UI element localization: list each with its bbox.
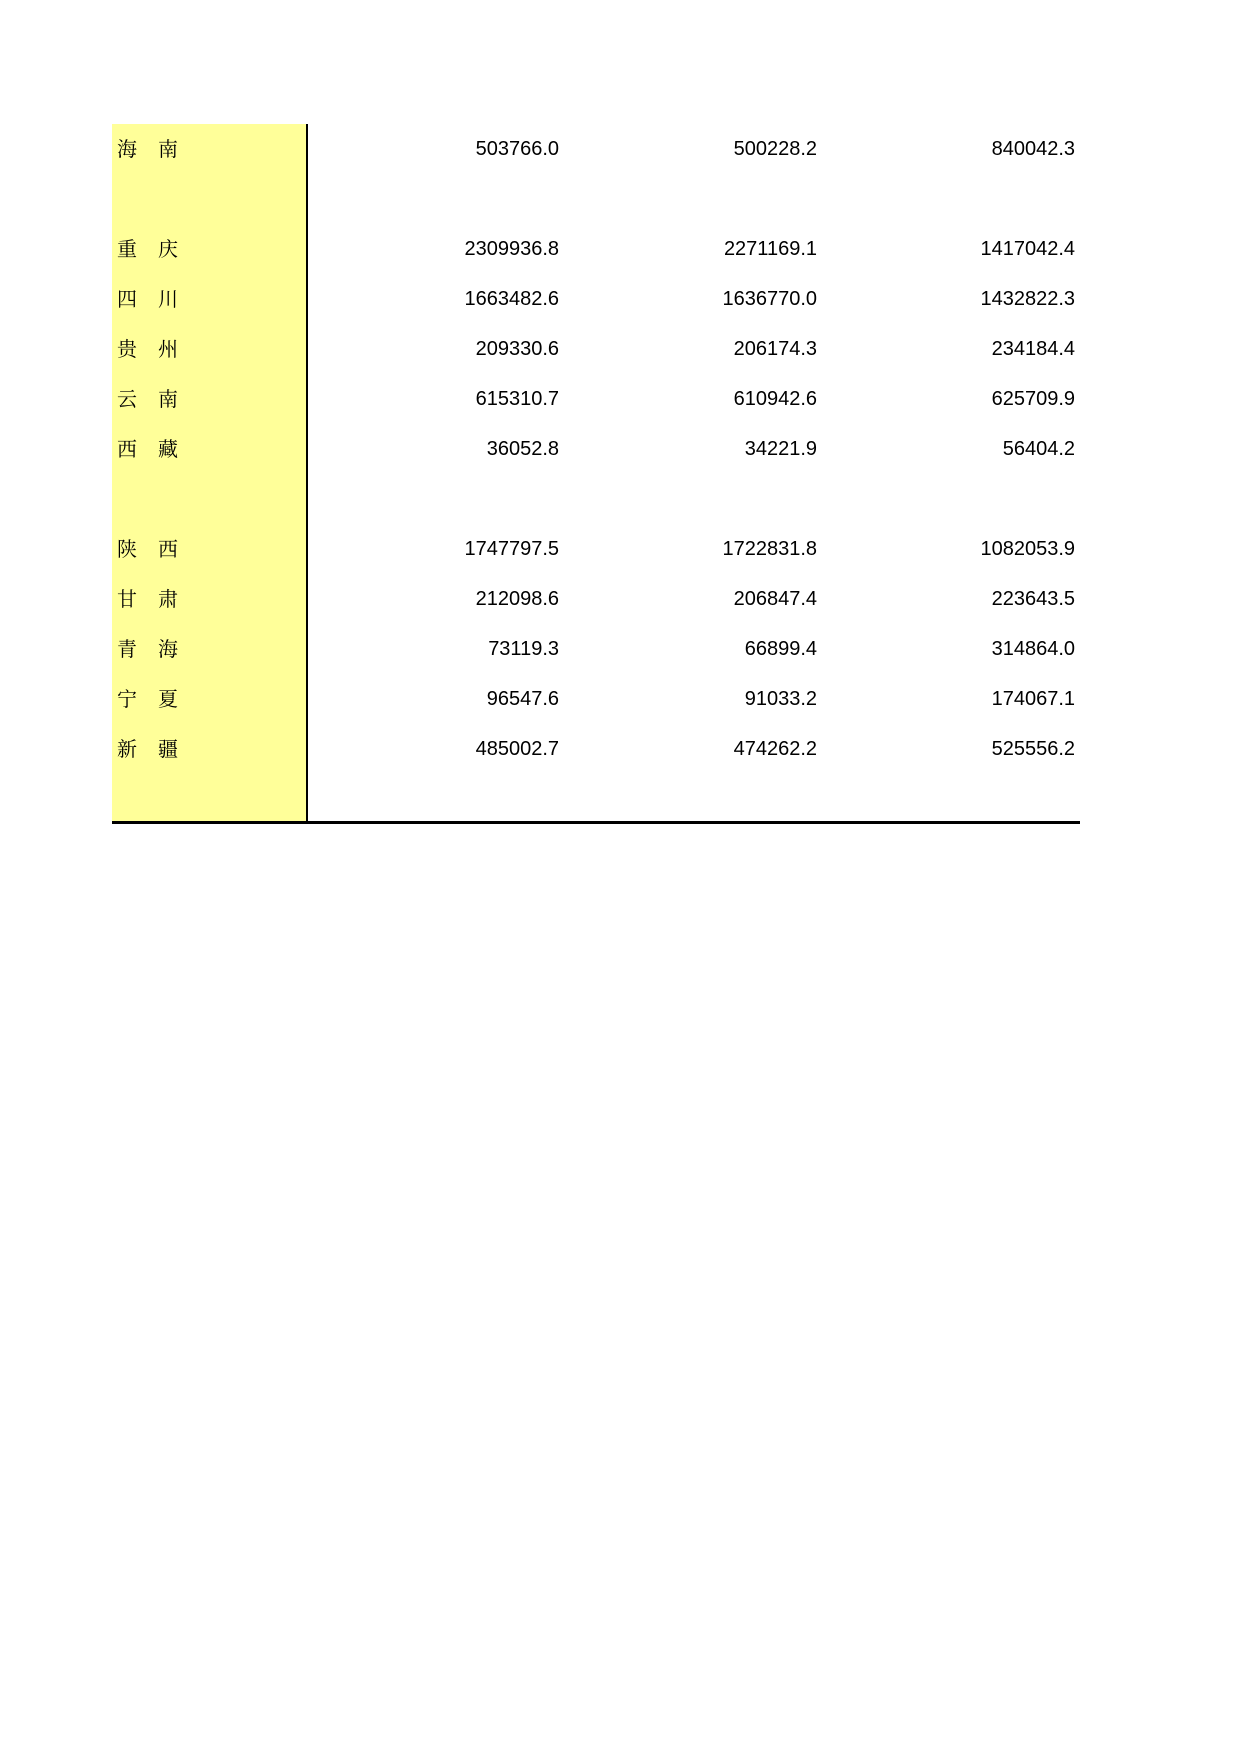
region-name-char-2: 州 xyxy=(158,337,178,361)
value-col-2: 34221.9 xyxy=(744,438,817,460)
table-row xyxy=(112,674,1080,724)
value-col-2: 66899.4 xyxy=(744,638,817,660)
value-col-2: 500228.2 xyxy=(733,138,817,160)
region-name-char-1: 贵 xyxy=(117,337,137,361)
value-col-2: 206174.3 xyxy=(733,338,817,360)
region-name-char-1: 陕 xyxy=(117,537,137,561)
table-row xyxy=(112,574,1080,624)
value-col-1: 209330.6 xyxy=(475,338,559,360)
region-name-char-1: 甘 xyxy=(117,587,137,611)
region-name-char-1: 西 xyxy=(117,437,137,461)
value-col-1: 212098.6 xyxy=(475,588,559,610)
value-col-3: 234184.4 xyxy=(991,338,1075,360)
value-col-1: 1747797.5 xyxy=(464,538,559,560)
value-col-2: 610942.6 xyxy=(733,388,817,410)
value-col-1: 36052.8 xyxy=(486,438,559,460)
value-col-3: 840042.3 xyxy=(991,138,1075,160)
value-col-2: 474262.2 xyxy=(733,738,817,760)
table-row xyxy=(112,324,1080,374)
region-name-char-2: 川 xyxy=(158,287,178,311)
region-name-char-2: 夏 xyxy=(158,687,178,711)
region-name-char-2: 南 xyxy=(158,137,178,161)
value-col-3: 1432822.3 xyxy=(980,288,1075,310)
value-col-3: 174067.1 xyxy=(991,688,1075,710)
region-name-char-1: 宁 xyxy=(117,687,137,711)
region-name-char-2: 西 xyxy=(158,537,178,561)
value-col-1: 2309936.8 xyxy=(464,238,559,260)
value-col-1: 615310.7 xyxy=(475,388,559,410)
region-name-char-2: 南 xyxy=(158,387,178,411)
region-name-char-2: 疆 xyxy=(158,737,178,761)
value-col-1: 73119.3 xyxy=(488,638,559,660)
table-bottom-border xyxy=(112,821,1080,824)
region-name-char-2: 海 xyxy=(158,637,178,661)
table-row xyxy=(112,374,1080,424)
table-row xyxy=(112,224,1080,274)
value-col-2: 206847.4 xyxy=(733,588,817,610)
region-name-char-2: 庆 xyxy=(158,237,178,261)
region-name-char-1: 青 xyxy=(117,637,137,661)
table-row xyxy=(112,424,1080,474)
value-col-1: 503766.0 xyxy=(475,138,559,160)
region-name-char-2: 肃 xyxy=(158,587,178,611)
table-row xyxy=(112,274,1080,324)
region-name-char-1: 海 xyxy=(117,137,137,161)
value-col-3: 1082053.9 xyxy=(980,538,1075,560)
region-name-char-2: 藏 xyxy=(158,437,178,461)
data-table xyxy=(112,124,1080,824)
table-row xyxy=(112,524,1080,574)
value-col-1: 1663482.6 xyxy=(464,288,559,310)
value-col-3: 625709.9 xyxy=(991,388,1075,410)
region-name-char-1: 重 xyxy=(117,237,137,261)
value-col-2: 1636770.0 xyxy=(722,288,817,310)
table-row xyxy=(112,124,1080,174)
value-col-3: 314864.0 xyxy=(991,638,1075,660)
value-col-3: 223643.5 xyxy=(991,588,1075,610)
value-col-1: 485002.7 xyxy=(475,738,559,760)
value-col-1: 96547.6 xyxy=(486,688,559,710)
region-name-char-1: 新 xyxy=(117,737,137,761)
region-name-char-1: 四 xyxy=(117,287,137,311)
value-col-2: 91033.2 xyxy=(744,688,817,710)
value-col-2: 2271169.1 xyxy=(723,238,817,260)
value-col-3: 56404.2 xyxy=(1002,438,1075,460)
region-name-char-1: 云 xyxy=(117,387,137,411)
table-row xyxy=(112,724,1080,774)
value-col-3: 1417042.4 xyxy=(980,238,1075,260)
value-col-3: 525556.2 xyxy=(991,738,1075,760)
value-col-2: 1722831.8 xyxy=(722,538,817,560)
table-row xyxy=(112,624,1080,674)
